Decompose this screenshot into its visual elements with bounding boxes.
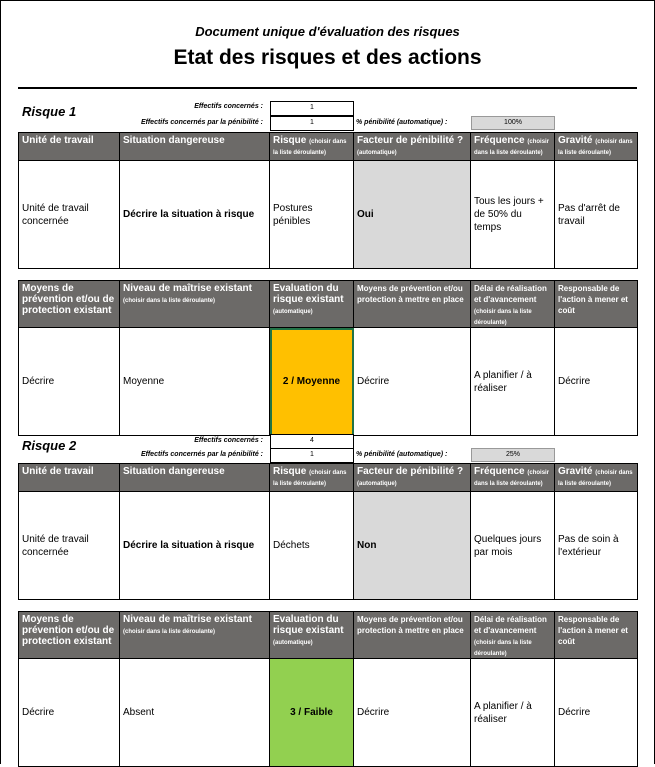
header-frequence: Fréquence (choisir dans la liste déroulante) <box>471 133 555 161</box>
header-facteur-penibilite: Facteur de pénibilité ? (automatique) <box>354 133 471 161</box>
risk-2-effectifs-label: Effectifs concernés : <box>194 437 263 444</box>
header-risque: Risque (choisir dans la liste déroulante) <box>270 133 354 161</box>
header-situation-dangereuse: Situation dangereuse <box>120 133 270 161</box>
risk-2-effectifs-penibilite-cell[interactable]: 1 <box>270 448 354 463</box>
header-niveau-maitrise: Niveau de maîtrise existant (choisir dans la liste déroulante) <box>120 612 270 659</box>
risk-2-unite-cell[interactable]: Unité de travail concernée <box>19 492 120 600</box>
risk-1-body-row-bottom <box>19 328 638 436</box>
risk-2-table-bottom <box>18 611 638 767</box>
risk-1-evaluation-cell[interactable]: 2 / Moyenne <box>270 328 354 436</box>
risk-1-situation-cell[interactable]: Décrire la situation à risque <box>120 161 270 269</box>
risk-2-effectifs-cell[interactable]: 4 <box>270 434 354 449</box>
header-unite-travail: Unité de travail <box>19 464 120 492</box>
risk-1-unite-cell[interactable]: Unité de travail concernée <box>19 161 120 269</box>
risk-2-evaluation-cell[interactable]: 3 / Faible <box>270 659 354 767</box>
risk-1-facteur-cell: Oui <box>354 161 471 269</box>
header-evaluation: Evaluation du risque existant (automatique) <box>270 612 354 659</box>
risk-1-header-row-top <box>19 133 638 161</box>
header-unite-travail: Unité de travail <box>19 133 120 161</box>
risk-2-facteur-cell: Non <box>354 492 471 600</box>
risk-1-penibilite-pct: 100% <box>471 116 555 130</box>
risk-2-risque-cell[interactable]: Déchets <box>270 492 354 600</box>
risk-2-delai-cell[interactable]: A planifier / à réaliser <box>471 659 555 767</box>
header-facteur-penibilite: Facteur de pénibilité ? (automatique) <box>354 464 471 492</box>
header-delai: Délai de réalisation et d'avancement (choisir dans la liste déroulante) <box>471 612 555 659</box>
risk-1-label: Risque 1 <box>22 104 77 119</box>
header-responsable: Responsable de l'action à mener et coût <box>555 612 638 659</box>
risk-2-effectifs-penibilite-label: Effectifs concernés par la pénibilité : <box>140 451 263 458</box>
page-title: Etat des risques et des actions <box>173 46 482 69</box>
document-title: Document unique d'évaluation des risques <box>195 24 460 39</box>
risk-1-frequence-cell[interactable]: Tous les jours + de 50% du temps <box>471 161 555 269</box>
risk-2-niveau-maitrise-cell[interactable]: Absent <box>120 659 270 767</box>
header-situation-dangereuse: Situation dangereuse <box>120 464 270 492</box>
header-moyens-a-mettre: Moyens de prévention et/ou protection à mettre en place <box>354 612 471 659</box>
header-moyens-existants: Moyens de prévention et/ou de protection existant <box>19 281 120 328</box>
title-divider <box>18 87 637 89</box>
risk-1-effectifs-penibilite-cell[interactable]: 1 <box>270 116 354 131</box>
header-moyens-a-mettre: Moyens de prévention et/ou protection à mettre en place <box>354 281 471 328</box>
risk-1-gravite-cell[interactable]: Pas d'arrêt de travail <box>555 161 638 269</box>
risk-2-frequence-cell[interactable]: Quelques jours par mois <box>471 492 555 600</box>
risk-1-delai-cell[interactable]: A planifier / à réaliser <box>471 328 555 436</box>
risk-1-moyens-existants-cell[interactable]: Décrire <box>19 328 120 436</box>
risk-2-label: Risque 2 <box>22 438 77 453</box>
risk-2-situation-cell[interactable]: Décrire la situation à risque <box>120 492 270 600</box>
risk-1-effectifs-label: Effectifs concernés : <box>194 103 263 110</box>
risk-2-header-row-top <box>19 464 638 492</box>
header-moyens-existants: Moyens de prévention et/ou de protection existant <box>19 612 120 659</box>
risk-1-header-row-bottom <box>19 281 638 328</box>
header-gravite: Gravité (choisir dans la liste déroulante) <box>555 464 638 492</box>
risk-2-table-top <box>18 463 638 600</box>
header-delai: Délai de réalisation et d'avancement (choisir dans la liste déroulante) <box>471 281 555 328</box>
risk-1-niveau-maitrise-cell[interactable]: Moyenne <box>120 328 270 436</box>
risk-2-moyens-existants-cell[interactable]: Décrire <box>19 659 120 767</box>
risk-1-penibilite-auto-label: % pénibilité (automatique) : <box>356 119 448 126</box>
risk-1-effectifs-cell[interactable]: 1 <box>270 101 354 116</box>
header-gravite: Gravité (choisir dans la liste déroulante) <box>555 133 638 161</box>
risk-1-moyens-a-mettre-cell[interactable]: Décrire <box>354 328 471 436</box>
risk-2-responsable-cell[interactable]: Décrire <box>555 659 638 767</box>
risk-1-responsable-cell[interactable]: Décrire <box>555 328 638 436</box>
risk-1-effectifs-penibilite-label: Effectifs concernés par la pénibilité : <box>140 119 263 126</box>
header-responsable: Responsable de l'action à mener et coût <box>555 281 638 328</box>
header-evaluation: Evaluation du risque existant (automatique) <box>270 281 354 328</box>
risk-2-penibilite-pct: 25% <box>471 448 555 462</box>
risk-2-gravite-cell[interactable]: Pas de soin à l'extérieur <box>555 492 638 600</box>
header-risque: Risque (choisir dans la liste déroulante) <box>270 464 354 492</box>
risk-1-risque-cell[interactable]: Postures pénibles <box>270 161 354 269</box>
risk-2-header-row-bottom <box>19 612 638 659</box>
header-frequence: Fréquence (choisir dans la liste déroulante) <box>471 464 555 492</box>
risk-2-body-row-top <box>19 492 638 600</box>
risk-2-moyens-a-mettre-cell[interactable]: Décrire <box>354 659 471 767</box>
risk-1-body-row-top <box>19 161 638 269</box>
risk-1-table-top <box>18 132 638 269</box>
risk-2-body-row-bottom <box>19 659 638 767</box>
risk-2-penibilite-auto-label: % pénibilité (automatique) : <box>356 451 448 458</box>
risk-1-table-bottom <box>18 280 638 436</box>
header-niveau-maitrise: Niveau de maîtrise existant (choisir dans la liste déroulante) <box>120 281 270 328</box>
